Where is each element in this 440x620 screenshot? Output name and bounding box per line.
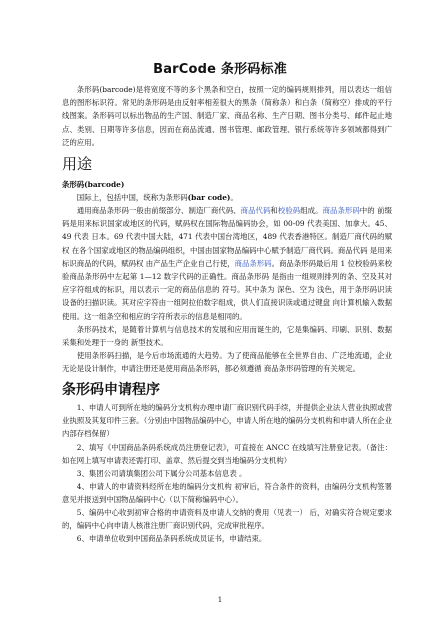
p1-part-a: 通用商品条形码一般由前缀部分、制造厂商代码、 (76, 206, 241, 215)
link-commodity-barcode-2[interactable]: 商品条形码 (234, 258, 272, 268)
apply-step-4: 4、申请人的申请资料经所在地的编码分支机构 初审后，符合条件的资料，由编码分支机构签署意见并报送到中国物品编码中心（以下简称编码中心）。 (62, 482, 392, 505)
p1-part-d: 中的 前缀码是用来标识国家或地区的代码，赋码权在国际物品编码协会，如 00-09 代表美国、加拿大。45、49 代表 日本。69 代表中国大陆，471 代表中国台湾地区，489 代表香港特区。制造厂商代码的赋权 在各个国家或地区的物品编码组织，中国由国家物品编码中心赋予制造厂商代码。商品代码 是用来标识商品的代码，赋码权 由产品生产企业自己行使， (62, 206, 392, 268)
p1-part-b: 和 (270, 206, 278, 215)
usage-line1-pre: 国际上，包括中国，统称为条形码 (76, 193, 188, 202)
usage-paragraph-3: 使用条形码扫描，是今后市场流通的大趋势。为了使商品能够在全世界自由、广泛地流通，企业无论是设计制作，申请注册还是使用商品条形码，都必须遵循 商品条形码管理的有关规定。 (62, 351, 392, 374)
apply-step-6: 6、申请单位收到中国商品条码系统成员证书，申请结束。 (76, 534, 267, 543)
usage-line1-bold: (bar code) (187, 193, 231, 202)
apply-step-3: 3、集团公司请填集团公司下属分公司基本信息表 。 (76, 469, 247, 478)
link-commodity-code[interactable]: 商品代码 (240, 206, 271, 215)
document-title: BarCode 条形码标准 (153, 62, 287, 77)
link-commodity-barcode[interactable]: 商品条形码 (322, 206, 360, 215)
usage-line1-post: 。 (230, 193, 238, 202)
apply-step-2: 2、填写《中国商品条码系统成员注册登记表》，可直接在 ANCC 在线填写注册登记表。（备注：如在网上填写申请表还需打印、盖章、然后提交到当地编码分支机构） (62, 443, 392, 466)
usage-line1 (62, 191, 392, 204)
usage-subheading: 条形码(barcode) (62, 180, 125, 189)
apply-step-1: 1、申请人可到所在地的编码分支机构办理申请厂商识别代码手续，并提供企业法人营业执照或营业执照及其复印件三套。（分别由中国物品编码中心，申请人所在地的编码分支机构和申请人所在企业内部存档保留） (62, 403, 392, 439)
apply-step-5: 5、编码中心收到初审合格的申请资料及申请人交纳的费用（见表一） 后，对确实符合规定要求的，编码中心向申请人核准注册厂商识别代码，完成审批程序。 (62, 508, 392, 531)
link-check-digit[interactable]: 校验码 (277, 206, 301, 215)
p1-part-e: 。商品条形码最后用 1 位校验码来校验商品条形码中左起第 1—12 数字代码的正确性。商品条形码 是指由一组规则排列的条、空及其对应字符组成的标识，用以表示一定的商品信息的 符号。其中条为 深色、空为 浅色，用于条形码识读 设备的扫描识读。其对应字符由一组阿拉伯数字组成，供人们直接识读或通过键盘 向计算机输入数据使用。这一组条空和相应的字符所表示的信息是相同的。 (62, 258, 392, 321)
page-number: 1 (217, 596, 223, 604)
usage-paragraph-1 (62, 204, 392, 323)
usage-paragraph-2: 条形码技术，是随着计算机与信息技术的发展和应用而诞生的，它是集编码、印刷、识别、数据采集和处理于一身的 新型技术。 (62, 325, 392, 348)
usage-heading: 用途 (62, 155, 93, 173)
intro-paragraph: 条形码(barcode)是将宽度不等的多个黑条和空白，按照一定的编码规则排列，用以表达一组信息的图形标识符。常见的条形码是由反射率相差很大的黑条（简称条）和白条（简称空）排成的平行线图案。条形码可以标出物品的生产国、制造厂家、商品名称、生产日期、图书分类号、邮件起止地点、类别、日期等许多信息，因而在商品流通、图书管理、邮政管理、银行系统等许多领域都得到广泛的应用。 (62, 85, 392, 147)
p1-part-c: 组成。 (300, 206, 323, 215)
apply-heading: 条形码申请程序 (62, 382, 160, 398)
